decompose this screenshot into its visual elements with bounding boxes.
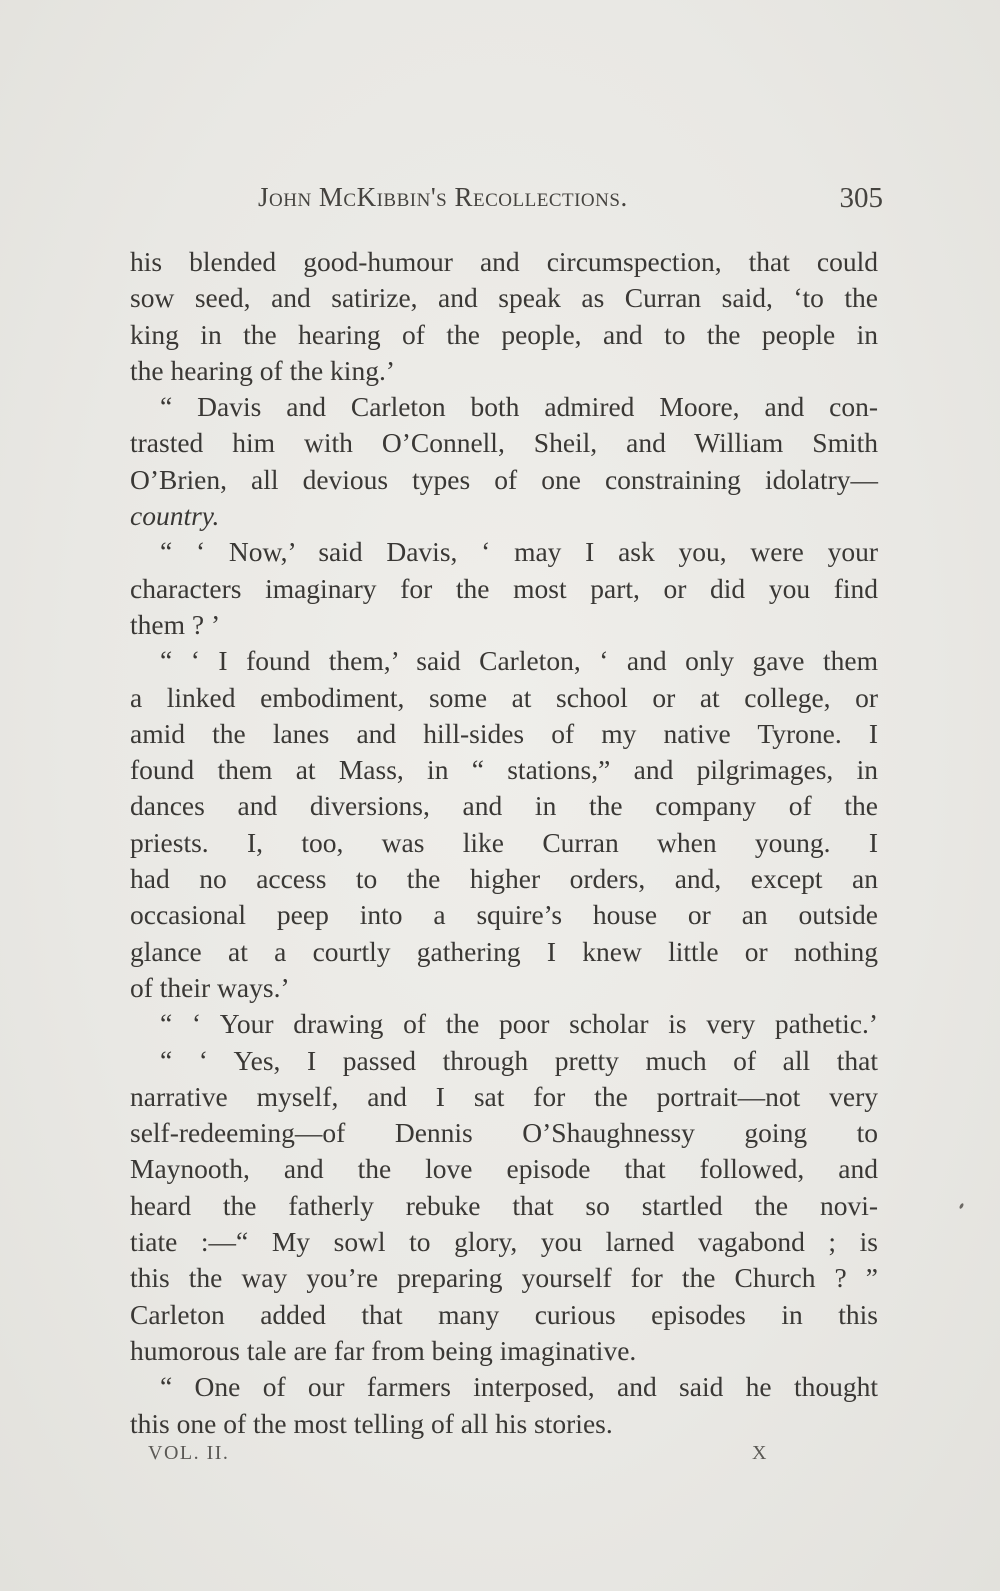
page-number: 305 [839, 182, 883, 214]
text-line: “ ‘ Now,’ said Davis, ‘ may I ask you, were your [160, 536, 878, 568]
text-line: had no access to the higher orders, and, except an [130, 863, 878, 895]
text-line: narrative myself, and I sat for the portrait—not very [130, 1080, 878, 1112]
text-line: king in the hearing of the people, and to the people in [130, 318, 878, 350]
text-line: dances and diversions, and in the company of the [130, 790, 878, 822]
signature-mark: X [752, 1442, 768, 1464]
text-line: O’Brien, all devious types of one constraining idolatry— [130, 463, 878, 495]
text-line: tiate :—“ My sowl to glory, you larned vagabond ; is [130, 1226, 878, 1258]
text-line: trasted him with O’Connell, Sheil, and William Smith [130, 427, 878, 459]
text-line: this the way you’re preparing yourself for the Church ? ” [130, 1262, 878, 1294]
text-line: characters imaginary for the most part, or did you find [130, 572, 878, 604]
text-line: Maynooth, and the love episode that followed, and [130, 1153, 878, 1185]
body-text [130, 244, 878, 1442]
text-line: priests. I, too, was like Curran when young. I [130, 826, 878, 858]
page-header [258, 182, 883, 222]
text-line: self-redeeming—of Dennis O’Shaughnessy going to [130, 1117, 878, 1149]
text-line: heard the fatherly rebuke that so startled the novi- [130, 1189, 878, 1221]
text-line: humorous tale are far from being imaginative. [130, 1334, 637, 1366]
text-line: “ ‘ I found them,’ said Carleton, ‘ and only gave them [160, 645, 878, 677]
italic-word: country. [130, 500, 220, 532]
text-line: sow seed, and satirize, and speak as Curran said, ‘to the [130, 282, 878, 314]
paper-speck [959, 1203, 965, 1210]
text-line: a linked embodiment, some at school or at college, or [130, 681, 878, 713]
text-line: amid the lanes and hill-sides of my native Tyrone. I [130, 717, 878, 749]
text-line: found them at Mass, in “ stations,” and pilgrimages, in [130, 754, 878, 786]
text-line: “ ‘ Your drawing of the poor scholar is very pathetic.’ [160, 1008, 878, 1040]
running-title: John McKibbin's Recollections. [258, 182, 628, 212]
text-line: this one of the most telling of all his stories. [130, 1407, 613, 1439]
text-line: Carleton added that many curious episodes in this [130, 1298, 878, 1330]
text-line: occasional peep into a squire’s house or an outside [130, 899, 878, 931]
text-line: the hearing of the king.’ [130, 354, 395, 386]
text-line: “ One of our farmers interposed, and said he thought [160, 1371, 878, 1403]
text-line: his blended good-humour and circumspection, that could [130, 246, 878, 277]
text-line: “ ‘ Yes, I passed through pretty much of all that [160, 1044, 878, 1076]
text-line: glance at a courtly gathering I knew little or nothing [130, 935, 878, 967]
volume-label: VOL. II. [148, 1442, 230, 1464]
text-line: them ? ’ [130, 608, 221, 640]
page-footer [148, 1442, 768, 1472]
text-line: “ Davis and Carleton both admired Moore, and con- [160, 391, 878, 423]
text-line-italic [130, 498, 878, 534]
text-line: of their ways.’ [130, 971, 290, 1003]
